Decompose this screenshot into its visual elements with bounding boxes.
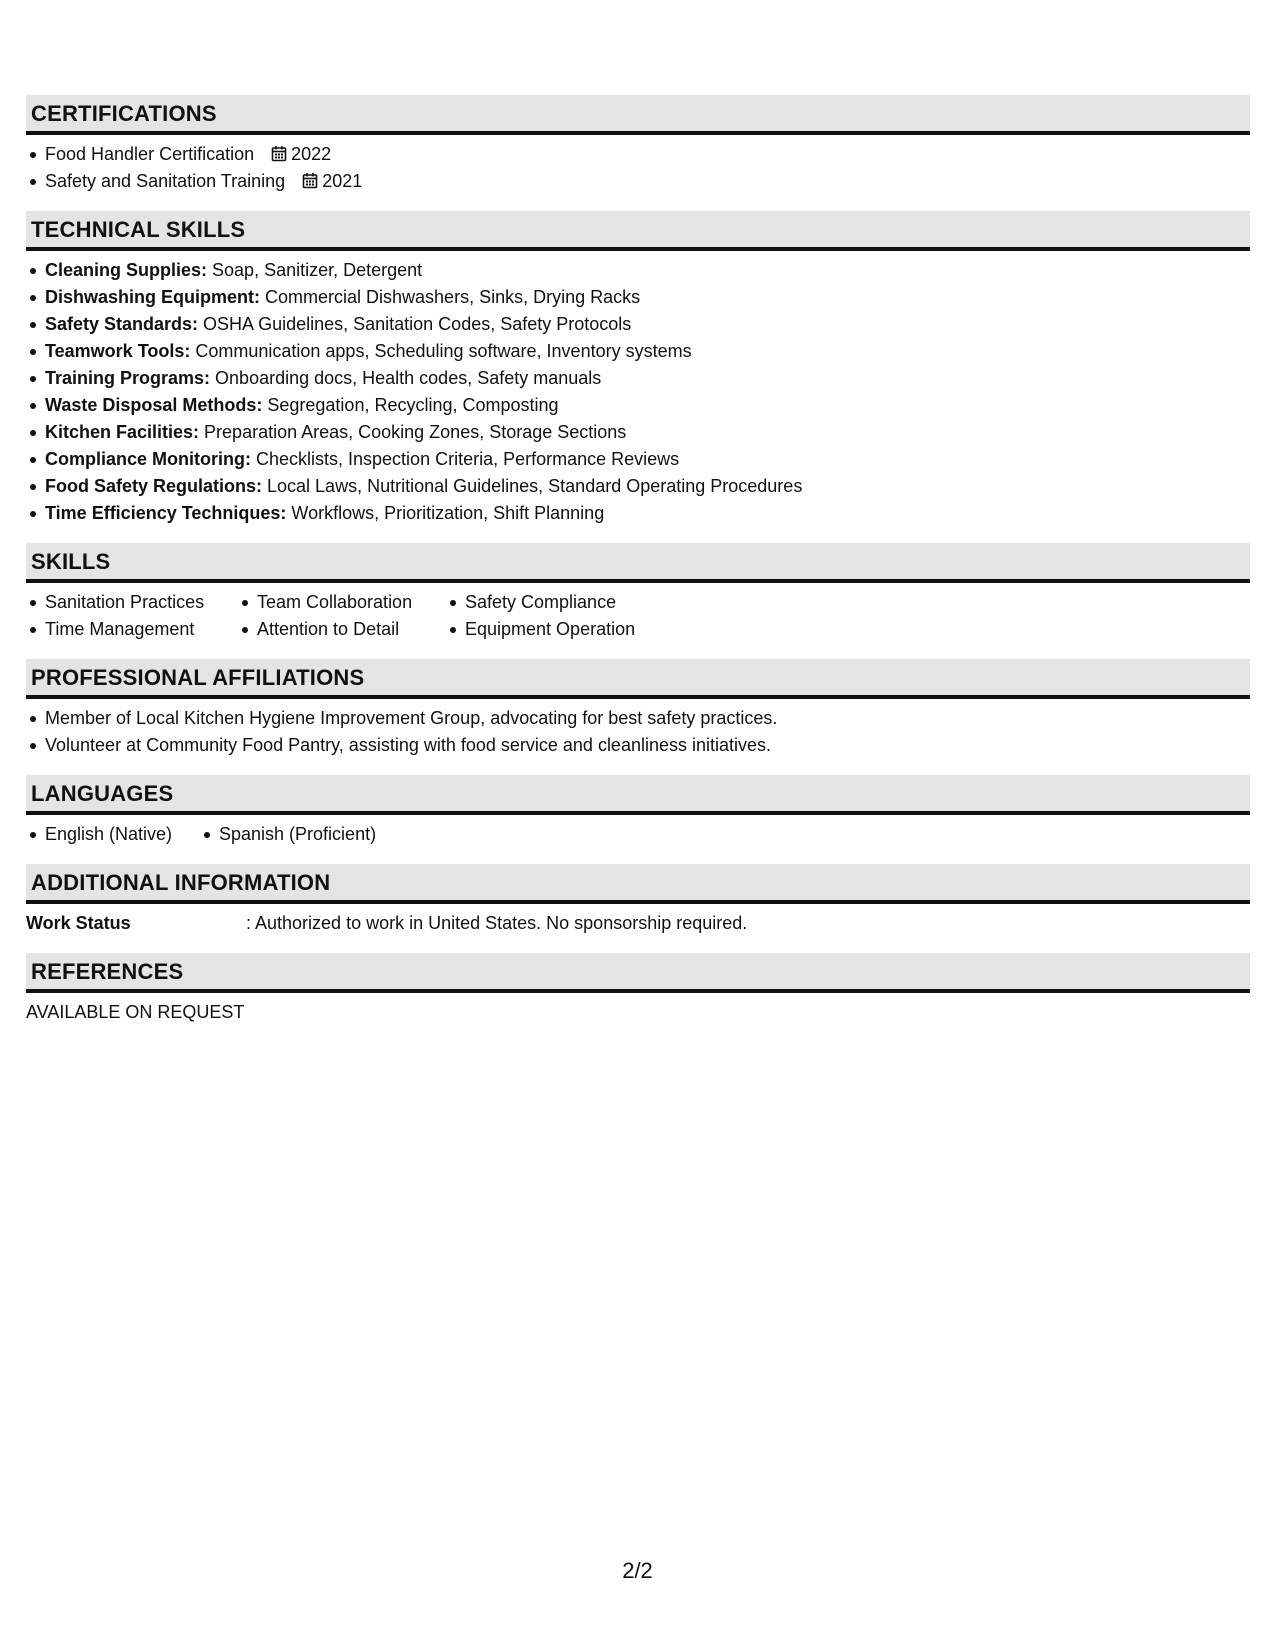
certification-name: Food Handler Certification	[45, 144, 255, 164]
technical-skill-label: Dishwashing Equipment:	[45, 287, 261, 307]
technical-skill-value: Communication apps, Scheduling software, Inventory systems	[190, 341, 692, 361]
work-status-row	[26, 904, 1250, 937]
work-status-value: : Authorized to work in United States. No sponsorship required.	[246, 913, 748, 933]
certification-item	[26, 141, 1250, 168]
skill-item: Sanitation Practices	[26, 589, 238, 616]
technical-skill-value: Onboarding docs, Health codes, Safety manuals	[210, 368, 602, 388]
technical-skill-value: OSHA Guidelines, Sanitation Codes, Safety Protocols	[198, 314, 632, 334]
affiliations-heading: PROFESSIONAL AFFILIATIONS	[26, 659, 1250, 699]
references-heading: REFERENCES	[26, 953, 1250, 993]
languages-grid	[26, 815, 460, 848]
technical-skill-label: Time Efficiency Techniques:	[45, 503, 287, 523]
work-status-label: Work Status	[26, 913, 131, 933]
certification-date	[271, 141, 331, 168]
affiliation-item: Member of Local Kitchen Hygiene Improvement Group, advocating for best safety practices.	[26, 705, 1250, 732]
technical-skill-label: Compliance Monitoring:	[45, 449, 251, 469]
skill-item: Time Management	[26, 616, 238, 643]
technical-skill-label: Teamwork Tools:	[45, 341, 191, 361]
skills-grid	[26, 583, 706, 643]
resume-page	[26, 95, 1250, 1042]
certifications-section	[26, 95, 1250, 195]
affiliations-section	[26, 659, 1250, 759]
skill-item: Safety Compliance	[446, 589, 706, 616]
technical-skill-item	[26, 284, 1250, 311]
technical-skill-label: Food Safety Regulations:	[45, 476, 263, 496]
technical-skills-list	[26, 251, 1250, 527]
technical-skill-item	[26, 473, 1250, 500]
calendar-icon	[302, 172, 318, 189]
skill-item: Team Collaboration	[238, 589, 446, 616]
technical-skill-label: Cleaning Supplies:	[45, 260, 208, 280]
certification-year: 2021	[322, 171, 363, 191]
language-item: Spanish (Proficient)	[200, 821, 460, 848]
technical-skill-value: Segregation, Recycling, Composting	[262, 395, 559, 415]
certification-year: 2022	[291, 144, 332, 164]
technical-skill-item	[26, 338, 1250, 365]
affiliation-item: Volunteer at Community Food Pantry, assisting with food service and cleanliness initiatives.	[26, 732, 1250, 759]
technical-skill-value: Preparation Areas, Cooking Zones, Storage Sections	[199, 422, 627, 442]
technical-skill-value: Soap, Sanitizer, Detergent	[207, 260, 423, 280]
references-text: AVAILABLE ON REQUEST	[26, 1002, 245, 1022]
affiliations-list	[26, 699, 1250, 759]
technical-skills-heading: TECHNICAL SKILLS	[26, 211, 1250, 251]
technical-skills-section	[26, 211, 1250, 527]
skills-heading: SKILLS	[26, 543, 1250, 583]
page-number: 2/2	[622, 1558, 653, 1583]
certifications-list	[26, 135, 1250, 195]
technical-skill-value: Local Laws, Nutritional Guidelines, Standard Operating Procedures	[262, 476, 803, 496]
certification-item	[26, 168, 1250, 195]
additional-info-section	[26, 864, 1250, 937]
technical-skill-value: Workflows, Prioritization, Shift Planning	[286, 503, 605, 523]
technical-skill-label: Training Programs:	[45, 368, 211, 388]
languages-heading: LANGUAGES	[26, 775, 1250, 815]
calendar-icon	[271, 145, 287, 162]
technical-skill-value: Commercial Dishwashers, Sinks, Drying Racks	[260, 287, 641, 307]
certification-name: Safety and Sanitation Training	[45, 171, 286, 191]
technical-skill-item	[26, 311, 1250, 338]
technical-skill-label: Safety Standards:	[45, 314, 199, 334]
technical-skill-item	[26, 392, 1250, 419]
certifications-heading: CERTIFICATIONS	[26, 95, 1250, 135]
language-item: English (Native)	[26, 821, 200, 848]
technical-skill-item	[26, 257, 1250, 284]
additional-info-heading: ADDITIONAL INFORMATION	[26, 864, 1250, 904]
technical-skill-value: Checklists, Inspection Criteria, Performance Reviews	[251, 449, 680, 469]
technical-skill-label: Waste Disposal Methods:	[45, 395, 263, 415]
technical-skill-label: Kitchen Facilities:	[45, 422, 200, 442]
skill-item: Equipment Operation	[446, 616, 706, 643]
technical-skill-item	[26, 365, 1250, 392]
skill-item: Attention to Detail	[238, 616, 446, 643]
references-section	[26, 953, 1250, 1026]
certification-date	[302, 168, 362, 195]
languages-section	[26, 775, 1250, 848]
skills-section	[26, 543, 1250, 643]
technical-skill-item	[26, 500, 1250, 527]
technical-skill-item	[26, 419, 1250, 446]
technical-skill-item	[26, 446, 1250, 473]
